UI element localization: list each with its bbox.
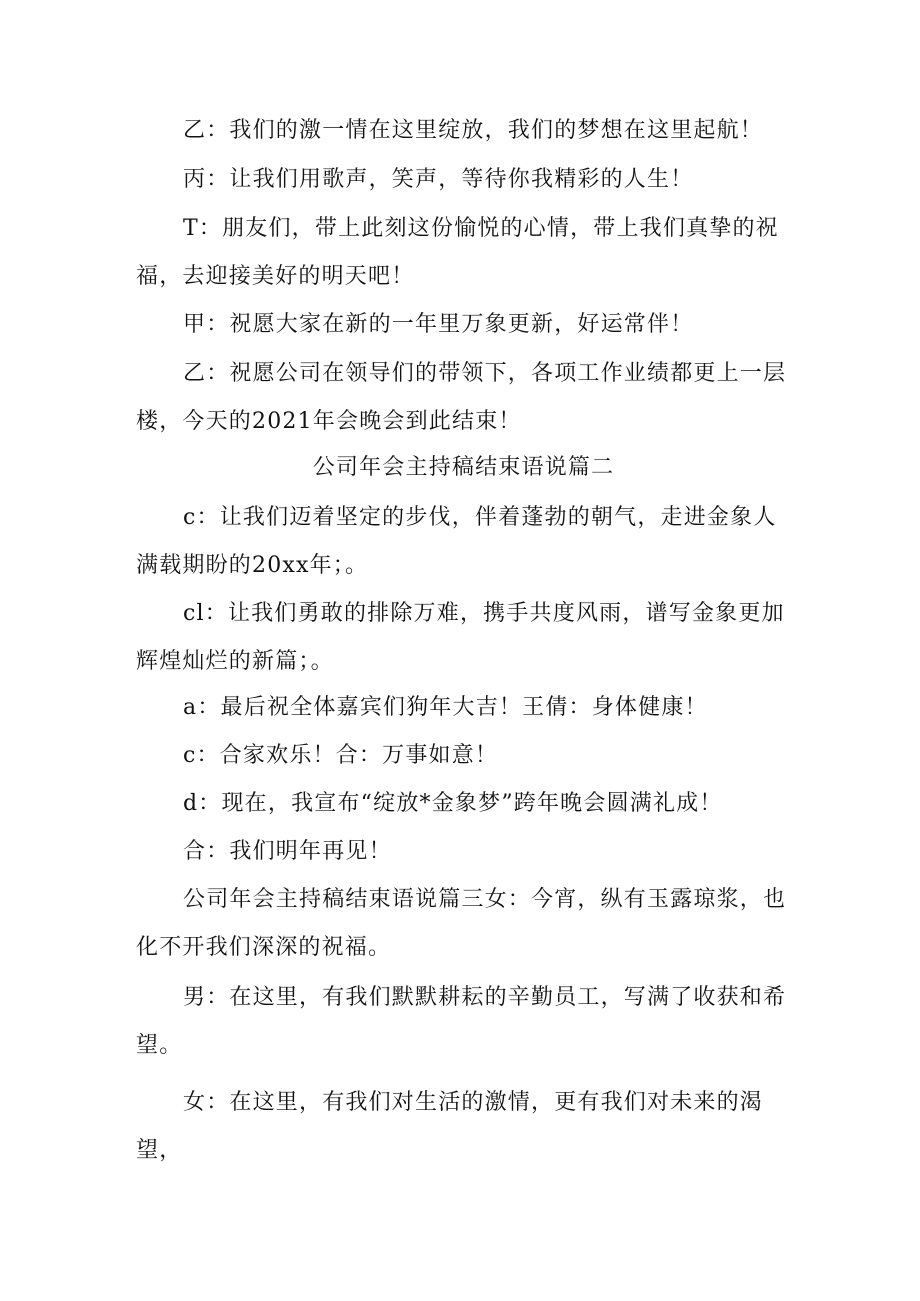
section-heading-part-two: 公司年会主持稿结束语说篇二 (312, 455, 615, 480)
paragraph-cl-brave: cl：让我们勇敢的排除万难，携手共度风雨，谱写金象更加辉煌灿烂的新篇；。 (136, 601, 785, 674)
paragraph-male-here: 男：在这里，有我们默默耕耘的辛勤员工，写满了收获和希望。 (136, 985, 787, 1058)
paragraph-yi-passion: 乙：我们的激一情在这里绽放，我们的梦想在这里起航！ (183, 118, 764, 143)
paragraph-a-final-wish: a：最后祝全体嘉宾们狗年大吉！王倩：身体健康！ (183, 695, 708, 720)
paragraph-he-goodbye: 合：我们明年再见！ (183, 839, 392, 864)
paragraph-part-three-female: 公司年会主持稿结束语说篇三女：今宵，纵有玉露琼浆，也化不开我们深深的祝福。 (136, 887, 787, 960)
paragraph-yi-company: 乙：祝愿公司在领导们的带领下，各项工作业绩都更上一层楼，今天的2021年会晚会到此结束！ (136, 361, 787, 434)
paragraph-jia-wish: 甲：祝愿大家在新的一年里万象更新，好运常伴！ (183, 312, 694, 337)
paragraph-female-here: 女：在这里，有我们对生活的激情，更有我们对未来的渴望， (136, 1090, 764, 1163)
paragraph-c-march: c：让我们迈着坚定的步伐，伴着蓬勃的朝气，走进金象人满载期盼的20xx年；。 (136, 505, 777, 578)
paragraph-d-announce: d：现在，我宣布“绽放*金象梦”跨年晚会圆满礼成！ (183, 791, 723, 816)
paragraph-c-family: c：合家欢乐！合：万事如意！ (183, 743, 499, 768)
paragraph-t-friends: T：朋友们，带上此刻这份愉悦的心情，带上我们真挚的祝福，去迎接美好的明天吧！ (136, 216, 779, 289)
paragraph-bing-song: 丙：让我们用歌声，笑声，等待你我精彩的人生！ (183, 167, 694, 192)
